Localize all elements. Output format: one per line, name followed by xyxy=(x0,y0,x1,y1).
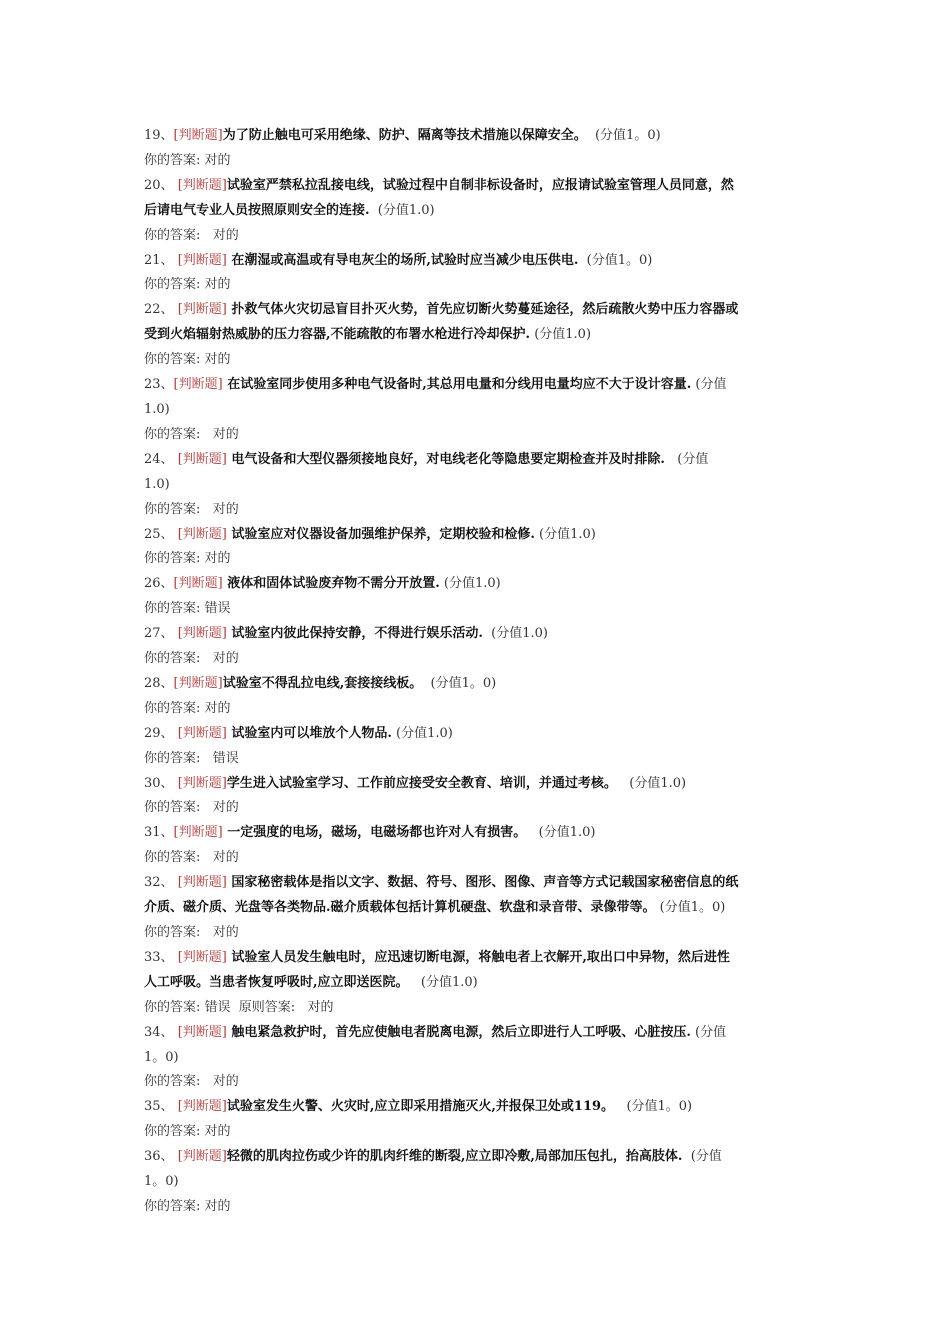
question-item xyxy=(144,722,809,772)
question-type-tag: [判断题] xyxy=(173,825,223,841)
question-type-tag: [判断题] xyxy=(177,177,227,193)
question-line xyxy=(144,1095,809,1120)
your-answer: 你的答案: 对的 xyxy=(144,1074,239,1090)
question-type-tag: [判断题] xyxy=(177,1024,227,1040)
question-text: 扑救气体火灾切忌盲目扑灭火势，首先应切断火势蔓延途径，然后疏散火势中压力容器或 xyxy=(226,302,739,318)
your-answer: 你的答案: 错误 xyxy=(144,601,231,617)
question-score: (分值1.0) xyxy=(482,626,548,642)
question-type-tag: [判断题] xyxy=(173,675,223,691)
question-line xyxy=(144,1021,809,1046)
question-line xyxy=(144,1170,809,1195)
question-text: 国家秘密载体是指以文字、数据、符号、图形、图像、声音等方式记载国家秘密信息的纸 xyxy=(226,875,739,891)
question-line xyxy=(144,298,809,323)
question-item xyxy=(144,448,809,523)
question-type-tag: [判断题] xyxy=(177,451,227,467)
question-item xyxy=(144,946,809,1021)
question-number: 29、 xyxy=(144,725,178,741)
your-answer: 你的答案: 对的 xyxy=(144,925,239,940)
question-type-tag: [判断题] xyxy=(177,526,227,542)
question-line xyxy=(144,896,809,921)
question-score: (分值1.0) xyxy=(530,327,592,343)
question-item xyxy=(144,672,809,722)
question-number: 31、 xyxy=(144,825,174,841)
question-score: 1.0) xyxy=(144,401,170,417)
question-text: 学生进入试验室学习、工作前应接受安全教育、培训，并通过考核。 xyxy=(226,775,617,791)
question-item xyxy=(144,622,809,672)
question-type-tag: [判断题] xyxy=(177,626,227,642)
question-line xyxy=(144,971,809,996)
question-text: 在潮湿或高温或有导电灰尘的场所,试验时应当减少电压供电. xyxy=(226,252,579,268)
question-score: (分值1.0) xyxy=(369,202,435,218)
question-line xyxy=(144,946,809,971)
your-answer: 你的答案: 对的 xyxy=(144,227,239,243)
question-list xyxy=(144,124,809,1220)
question-text: 轻微的肌肉拉伤或少许的肌肉纤维的断裂,应立即冷敷,局部加压包扎，抬高肢体. xyxy=(226,1149,683,1165)
your-answer: 你的答案: 错误 原则答案: 对的 xyxy=(144,999,334,1015)
question-score: (分值 xyxy=(691,377,727,393)
question-number: 20、 xyxy=(144,177,178,193)
question-text: 试验室内可以堆放个人物品. xyxy=(226,725,392,741)
question-line xyxy=(144,174,809,199)
question-score: (分值1。0) xyxy=(586,128,661,143)
question-number: 25、 xyxy=(144,526,178,542)
question-type-tag: [判断题] xyxy=(177,1149,227,1165)
question-number: 21、 xyxy=(144,252,178,268)
your-answer: 你的答案: 对的 xyxy=(144,850,239,866)
your-answer: 你的答案: 对的 xyxy=(144,551,231,567)
question-number: 27、 xyxy=(144,626,178,642)
question-item xyxy=(144,373,809,448)
question-item xyxy=(144,821,809,871)
question-number: 36、 xyxy=(144,1149,178,1165)
question-score: (分值1。0) xyxy=(614,1099,693,1115)
question-type-tag: [判断题] xyxy=(173,377,223,393)
question-text: 液体和固体试验废弃物不需分开放置. xyxy=(222,576,440,592)
question-score: (分值1。0) xyxy=(422,675,497,691)
question-line xyxy=(144,448,809,473)
question-number: 33、 xyxy=(144,949,178,965)
question-score: 1。0) xyxy=(144,1049,179,1065)
your-answer: 你的答案: 对的 xyxy=(144,700,231,716)
question-type-tag: [判断题] xyxy=(177,1099,227,1115)
your-answer: 你的答案: 对的 xyxy=(144,1124,231,1140)
your-answer: 你的答案: 对的 xyxy=(144,352,231,368)
question-number: 24、 xyxy=(144,451,178,467)
question-item xyxy=(144,298,809,373)
question-type-tag: [判断题] xyxy=(177,775,227,791)
question-text: 一定强度的电场，磁场，电磁场都也许对人有损害。 xyxy=(222,825,527,841)
question-score: (分值 xyxy=(682,1149,722,1165)
question-text: 试验室应对仪器设备加强维护保养，定期校验和检修. xyxy=(226,526,535,542)
question-line xyxy=(144,124,809,149)
question-type-tag: [判断题] xyxy=(173,576,223,592)
question-line xyxy=(144,722,809,747)
question-number: 35、 xyxy=(144,1099,178,1115)
question-item xyxy=(144,249,809,299)
question-item xyxy=(144,772,809,822)
your-answer: 你的答案: 对的 xyxy=(144,501,239,517)
question-number: 28、 xyxy=(144,675,174,691)
question-text: 介质、磁介质、光盘等各类物品.磁介质载体包括计算机硬盘、软盘和录音带、录像带等。 xyxy=(144,900,656,916)
question-text: 试验室严禁私拉乱接电线，试验过程中自制非标设备时，应报请试验室管理人员同意，然 xyxy=(226,177,734,193)
question-line xyxy=(144,199,809,224)
question-score: (分值1.0) xyxy=(526,825,596,841)
question-text: 触电紧急救护时，首先应使触电者脱离电源，然后立即进行人工呼吸、心脏按压. xyxy=(226,1024,691,1040)
question-item xyxy=(144,1095,809,1145)
question-score: (分值1.0) xyxy=(408,974,478,990)
question-text: 为了防止触电可采用绝缘、防护、隔离等技术措施以保障安全。 xyxy=(222,128,587,143)
question-text: 试验室不得乱拉电线,套接接线板。 xyxy=(222,675,423,691)
question-number: 34、 xyxy=(144,1024,178,1040)
question-score: (分值 xyxy=(664,451,709,467)
question-line xyxy=(144,523,809,548)
question-text: 试验室人员发生触电时，应迅速切断电源，将触电者上衣解开,取出口中异物，然后进性 xyxy=(226,949,730,965)
question-score: (分值1.0) xyxy=(534,526,596,542)
question-item xyxy=(144,572,809,622)
question-item xyxy=(144,871,809,946)
question-type-tag: [判断题] xyxy=(177,252,227,268)
question-score: (分值1。0) xyxy=(578,252,653,268)
question-text: 试验室内彼此保持安静，不得进行娱乐活动. xyxy=(226,626,483,642)
your-answer: 你的答案: 对的 xyxy=(144,800,239,816)
your-answer: 你的答案: 对的 xyxy=(144,1198,231,1214)
question-line xyxy=(144,398,809,423)
question-item xyxy=(144,174,809,249)
question-type-tag: [判断题] xyxy=(173,128,223,143)
question-text: 人工呼吸。当患者恢复呼吸时,应立即送医院。 xyxy=(144,974,409,990)
your-answer: 你的答案: 对的 xyxy=(144,426,239,442)
question-line xyxy=(144,572,809,597)
question-score: 1。0) xyxy=(144,1174,179,1190)
question-line xyxy=(144,1046,809,1071)
question-type-tag: [判断题] xyxy=(177,302,227,318)
question-score: (分值 xyxy=(690,1024,727,1040)
your-answer: 你的答案: 对的 xyxy=(144,277,231,293)
question-type-tag: [判断题] xyxy=(177,725,227,741)
question-item xyxy=(144,1145,809,1220)
question-type-tag: [判断题] xyxy=(177,875,227,891)
question-line xyxy=(144,473,809,498)
question-number: 30、 xyxy=(144,775,178,791)
your-answer: 你的答案: 对的 xyxy=(144,152,231,168)
question-line xyxy=(144,249,809,274)
question-text: 后请电气专业人员按照原则安全的连接. xyxy=(144,202,370,218)
question-item xyxy=(144,523,809,573)
question-line xyxy=(144,622,809,647)
question-score: (分值1.0) xyxy=(616,775,687,791)
question-line xyxy=(144,1145,809,1170)
question-score: (分值1。0) xyxy=(655,900,726,916)
question-line xyxy=(144,323,809,348)
question-type-tag: [判断题] xyxy=(177,949,227,965)
question-number: 19、 xyxy=(144,128,174,143)
your-answer: 你的答案: 错误 xyxy=(144,750,239,766)
question-line xyxy=(144,373,809,398)
question-number: 26、 xyxy=(144,576,174,592)
question-number: 23、 xyxy=(144,377,174,393)
question-score: 1.0) xyxy=(144,476,170,492)
question-line xyxy=(144,821,809,846)
question-text: 试验室发生火警、火灾时,应立即采用措施灭火,并报保卫处或119。 xyxy=(226,1099,615,1115)
question-text: 电气设备和大型仪器须接地良好，对电线老化等隐患要定期检查并及时排除. xyxy=(226,451,665,467)
your-answer: 你的答案: 对的 xyxy=(144,651,239,667)
question-item xyxy=(144,124,809,174)
question-line xyxy=(144,672,809,697)
question-text: 在试验室同步使用多种电气设备时,其总用电量和分线用电量均应不大于设计容量. xyxy=(222,377,692,393)
question-text: 受到火焰辐射热威胁的压力容器,不能疏散的布署水枪进行冷却保护. xyxy=(144,327,531,343)
question-score: (分值1.0) xyxy=(391,725,453,741)
question-line xyxy=(144,772,809,797)
question-number: 22、 xyxy=(144,302,178,318)
question-line xyxy=(144,871,809,896)
question-item xyxy=(144,1021,809,1096)
question-score: (分值1.0) xyxy=(439,576,501,592)
question-number: 32、 xyxy=(144,875,178,891)
